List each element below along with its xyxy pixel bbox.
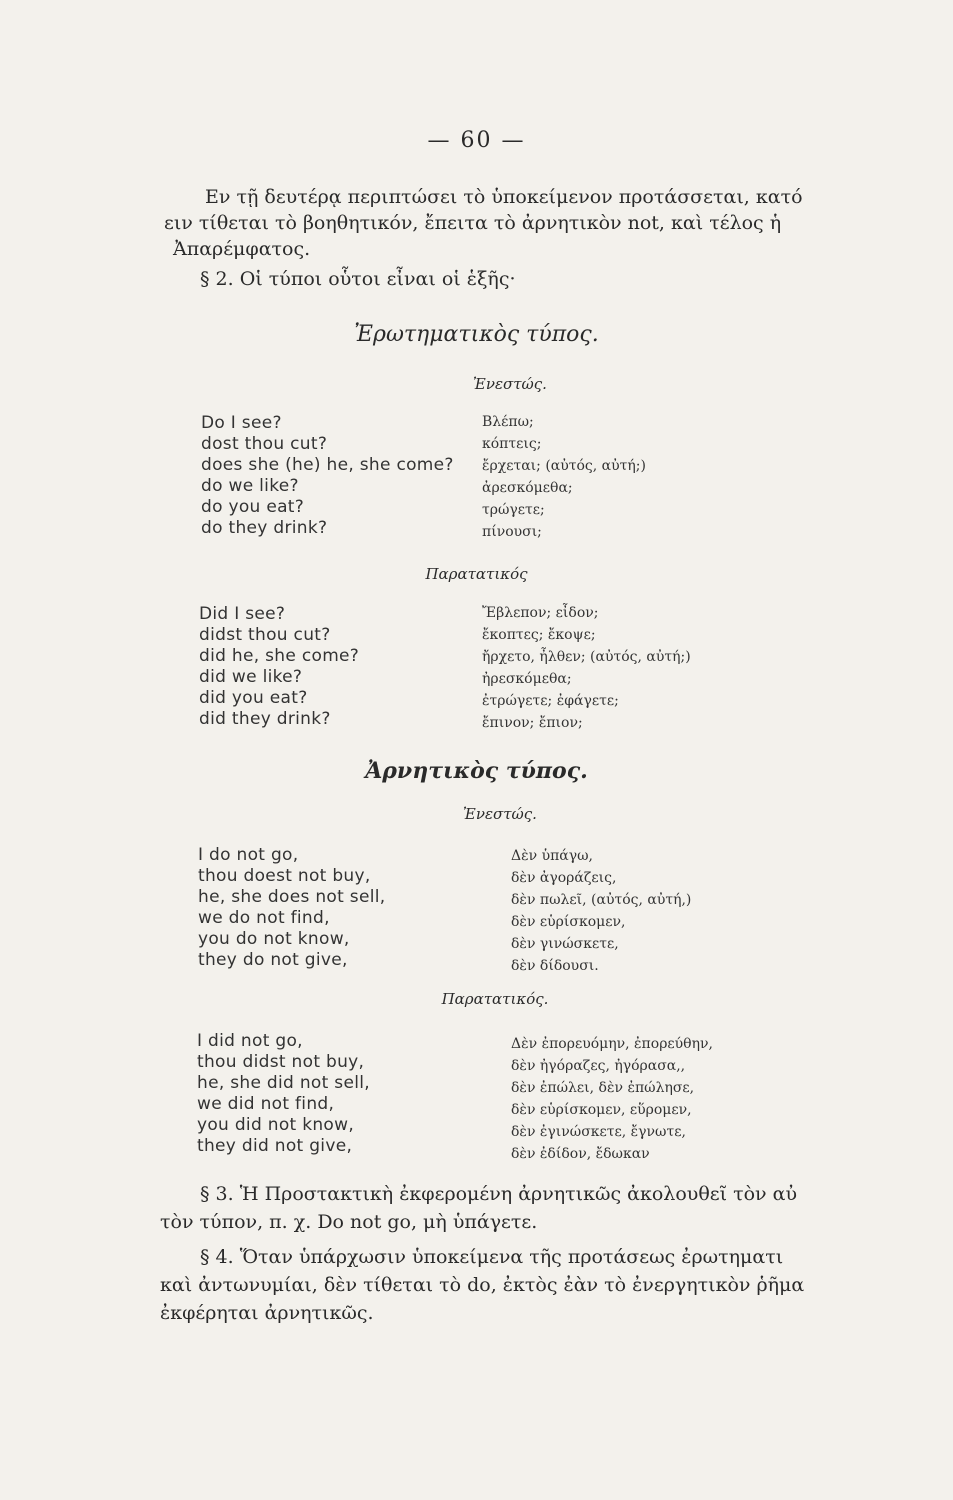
greek-line: ἔρχεται; (αὐτός, αὐτή;) — [482, 458, 646, 474]
english-line: you did not know, — [197, 1115, 355, 1135]
english-line: did he, she come? — [199, 646, 360, 666]
section-3-line: § 3. Ἡ Προστακτικὴ ἐκφερομένη ἀρνητικῶς ἀκολουθεῖ τὸν αὐ — [200, 1183, 798, 1205]
greek-line: δὲν ἐπώλει, δὲν ἐπώλησε, — [511, 1080, 695, 1096]
interrogative-imperfect-greek — [482, 602, 691, 734]
greek-line: δὲν εὑρίσκομεν, — [511, 914, 626, 930]
greek-line: Βλέπω; — [482, 414, 534, 430]
page-number: — 60 — — [427, 128, 526, 153]
english-line: Do I see? — [201, 413, 282, 433]
greek-line: τρώγετε; — [482, 502, 545, 518]
negative-present-english — [198, 845, 385, 971]
english-line: didst thou cut? — [199, 625, 331, 645]
section-2-heading: § 2. Οἱ τύποι οὗτοι εἶναι οἱ ἑξῆς· — [200, 268, 516, 290]
english-line: they did not give, — [197, 1136, 353, 1156]
section-4-line: § 4. Ὅταν ὑπάρχωσιν ὑποκείμενα τῆς προτάσεως ἐρωτηματι — [200, 1246, 784, 1268]
interrogative-present-label: Ἐνεστώς. — [473, 375, 547, 393]
greek-line: ἠρεσκόμεθα; — [482, 671, 572, 687]
greek-line: Δὲν ἐπορευόμην, ἐπορεύθην, — [511, 1036, 713, 1052]
interrogative-present-english — [201, 413, 454, 539]
section-4-line: καὶ ἀντωνυμίαι, δὲν τίθεται τὸ do, ἐκτὸς ἐὰν τὸ ἐνεργητικὸν ῥῆμα — [160, 1274, 805, 1296]
greek-line: δὲν ἐδίδον, ἔδωκαν — [511, 1146, 650, 1162]
english-line: I do not go, — [198, 845, 299, 865]
greek-line: δὲν εὑρίσκομεν, εὕρομεν, — [511, 1102, 692, 1118]
greek-line: δὲν ἐγινώσκετε, ἔγνωτε, — [511, 1124, 686, 1140]
negative-imperfect-english — [197, 1031, 370, 1157]
greek-line: Δὲν ὑπάγω, — [511, 848, 593, 864]
greek-line: πίνουσι; — [482, 524, 542, 540]
english-line: you do not know, — [198, 929, 350, 949]
section-4-line: ἐκφέρηται ἀρνητικῶς. — [160, 1302, 374, 1324]
english-line: dost thou cut? — [201, 434, 328, 454]
english-line: do they drink? — [201, 518, 328, 538]
negative-present-greek — [511, 845, 691, 977]
english-line: I did not go, — [197, 1031, 303, 1051]
greek-line: ἔκοπτες; ἔκοψε; — [482, 627, 596, 643]
english-line: they do not give, — [198, 950, 348, 970]
english-line: thou doest not buy, — [198, 866, 371, 886]
intro-line: Ἀπαρέμφατος. — [173, 238, 311, 260]
negative-imperfect-greek — [511, 1033, 713, 1165]
greek-line: δὲν ἀγοράζεις, — [511, 870, 617, 886]
greek-line: κόπτεις; — [482, 436, 542, 452]
interrogative-title: Ἐρωτηματικὸς τύπος. — [354, 322, 599, 347]
english-line: he, she does not sell, — [198, 887, 386, 907]
english-line: thou didst not buy, — [197, 1052, 365, 1072]
english-line: did they drink? — [199, 709, 331, 729]
english-line: Did I see? — [199, 604, 286, 624]
interrogative-present-greek — [482, 411, 646, 543]
english-line: we do not find, — [198, 908, 330, 928]
greek-line: ἔπινον; ἔπιον; — [482, 715, 583, 731]
intro-line: ειν τίθεται τὸ βοηθητικόν, ἔπειτα τὸ ἀρνητικὸν not, καὶ τέλος ἡ — [164, 212, 782, 234]
negative-present-label: Ἐνεστώς. — [463, 805, 537, 823]
english-line: he, she did not sell, — [197, 1073, 370, 1093]
english-line: do you eat? — [201, 497, 305, 517]
interrogative-imperfect-label: Παρατατικός — [425, 565, 528, 583]
intro-line: Εν τῇ δευτέρᾳ περιπτώσει τὸ ὑποκείμενον προτάσσεται, κατό — [205, 186, 803, 208]
greek-line: δὲν πωλεῖ, (αὐτός, αὐτή,) — [511, 892, 692, 908]
section-3-line: τὸν τύπον, π. χ. Do not go, μὴ ὑπάγετε. — [160, 1211, 538, 1233]
english-line: did we like? — [199, 667, 303, 687]
english-line: we did not find, — [197, 1094, 335, 1114]
english-line: do we like? — [201, 476, 299, 496]
greek-line: δὲν γινώσκετε, — [511, 936, 619, 952]
negative-imperfect-label: Παρατατικός. — [441, 990, 549, 1008]
english-line: did you eat? — [199, 688, 308, 708]
greek-line: ἐτρώγετε; ἐφάγετε; — [482, 693, 619, 709]
greek-line: δὲν ἠγόραζες, ἠγόρασα,, — [511, 1058, 686, 1074]
interrogative-imperfect-english — [199, 604, 359, 730]
greek-line: ἤρχετο, ἦλθεν; (αὐτός, αὐτή;) — [482, 649, 691, 665]
greek-line: ἀρεσκόμεθα; — [482, 480, 573, 496]
greek-line: δὲν δίδουσι. — [511, 958, 599, 974]
negative-title: Ἀρνητικὸς τύπος. — [365, 758, 588, 784]
greek-line: Ἔβλεπον; εἶδον; — [482, 605, 599, 621]
english-line: does she (he) he, she come? — [201, 455, 454, 475]
